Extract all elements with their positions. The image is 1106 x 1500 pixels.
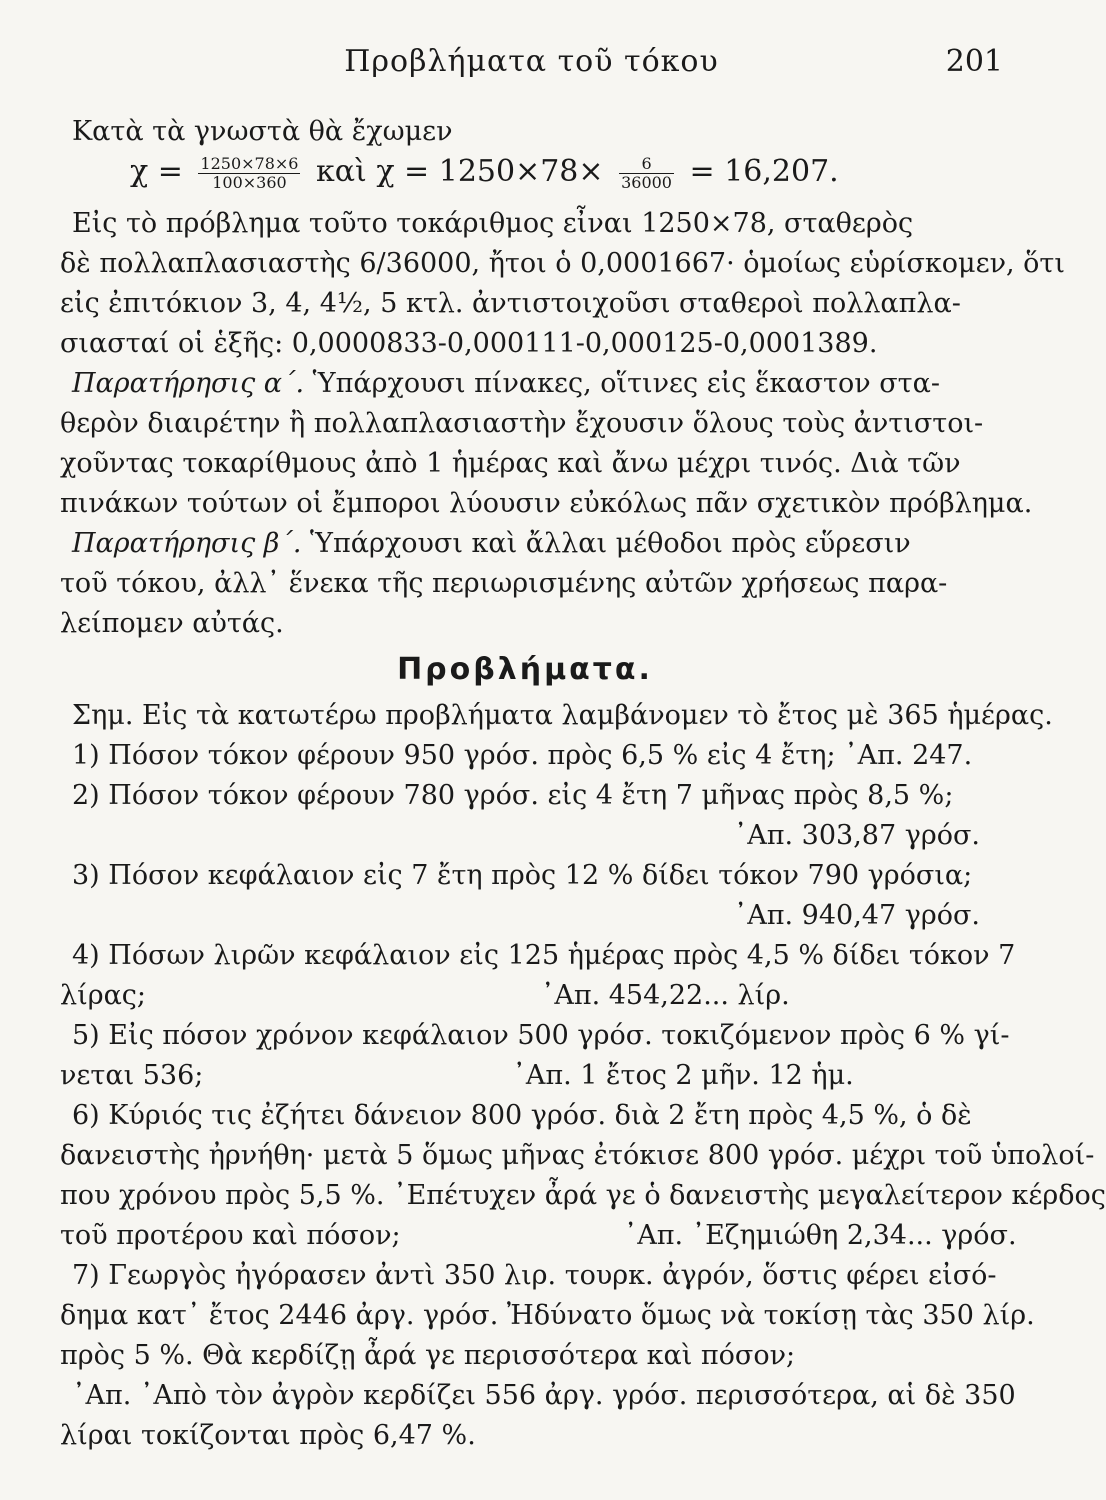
fraction-2 [619, 155, 674, 192]
problem-line: λίρας; ᾽Απ. 454,22... λίρ. [60, 980, 790, 1011]
answer-line: ᾽Απ. 303,87 γρόσ. [733, 820, 980, 851]
para1-line: Εἰς τὸ πρόβλημα τοῦτο τοκάριθμος εἶναι 1250×78, σταθερὸς [72, 208, 914, 239]
remark1-line: πινάκων τούτων οἱ ἔμποροι λύουσιν εὐκόλως πᾶν σχετικὸν πρόβλημα. [60, 488, 1033, 519]
para1-line: σιασταί οἱ ἑξῆς: 0,0000833-0,000111-0,000125-0,0001389. [60, 328, 878, 359]
problem-line: Σημ. Εἰς τὰ κατωτέρω προβλήματα λαμβάνομεν τὸ ἔτος μὲ 365 ἡμέρας. [72, 700, 1053, 731]
problem-line: 3) Πόσον κεφάλαιον εἰς 7 ἔτη πρὸς 12 % δίδει τόκον 790 γρόσια; [72, 860, 973, 891]
fraction-2-denominator: 36000 [621, 172, 672, 192]
remark2-line: τοῦ τόκου, ἀλλ᾽ ἕνεκα τῆς περιωρισμένης αὐτῶν χρήσεως παρα- [60, 568, 948, 599]
section-heading: Προβλήματα. [397, 652, 653, 687]
fraction-1-denominator: 100×360 [212, 172, 287, 192]
remark1-text: Ὑπάρχουσι πίνακες, οἵτινες εἰς ἕκαστον στα- [304, 368, 940, 399]
remark2-label: Παρατήρησις β΄. [72, 528, 302, 559]
intro-line: Κατὰ τὰ γνωστὰ θὰ ἔχωμεν [72, 116, 453, 147]
problem-line: 5) Εἰς πόσον χρόνον κεφάλαιον 500 γρόσ. τοκιζόμενον πρὸς 6 % γί- [72, 1020, 1010, 1051]
answer-line: λίραι τοκίζονται πρὸς 6,47 %. [60, 1420, 476, 1451]
problem-line: δημα κατ᾽ ἔτος 2446 ἀργ. γρόσ. Ἠδύνατο ὅμως νὰ τοκίσῃ τὰς 350 λίρ. [60, 1300, 1035, 1331]
problem-line: 7) Γεωργὸς ἠγόρασεν ἀντὶ 350 λιρ. τουρκ. ἀγρόν, ὅστις φέρει εἰσό- [72, 1260, 997, 1291]
remark2-first-line [60, 524, 990, 564]
formula [60, 152, 990, 204]
remark1-line: χοῦντας τοκαρίθμους ἀπὸ 1 ἡμέρας καὶ ἄνω μέχρι τινός. Διὰ τῶν [60, 448, 961, 479]
problem-line: 4) Πόσων λιρῶν κεφάλαιον εἰς 125 ἡμέρας πρὸς 4,5 % δίδει τόκον 7 [72, 940, 1016, 971]
page-header [60, 44, 1003, 88]
problem-line: 1) Πόσον τόκον φέρουν 950 γρόσ. πρὸς 6,5 % εἰς 4 ἔτη; ᾽Απ. 247. [72, 740, 973, 771]
problem-line: 2) Πόσον τόκον φέρουν 780 γρόσ. εἰς 4 ἔτη 7 μῆνας πρὸς 8,5 %; [72, 780, 954, 811]
problem-line: πρὸς 5 %. Θὰ κερδίζῃ ἆρά γε περισσότερα καὶ πόσον; [60, 1340, 796, 1371]
answer-line: ᾽Απ. 940,47 γρόσ. [733, 900, 980, 931]
fraction-1 [198, 155, 300, 192]
remark2-line: λείπομεν αὐτάς. [60, 608, 284, 639]
fraction-2-numerator: 6 [619, 155, 674, 174]
answer-line: ᾽Απ. ᾽Απὸ τὸν ἀγρὸν κερδίζει 556 ἀργ. γρόσ. περισσότερα, αἱ δὲ 350 [72, 1380, 1016, 1411]
formula-lhs: χ = [130, 154, 183, 189]
problem-line: νεται 536; ᾽Απ. 1 ἔτος 2 μῆν. 12 ἡμ. [60, 1060, 854, 1091]
remark1-first-line [60, 364, 990, 404]
page-number: 201 [945, 44, 1003, 79]
remark1-label: Παρατήρησις α΄. [72, 368, 305, 399]
formula-result: = 16,207. [689, 154, 839, 189]
problem-line: 6) Κύριός τις ἐζήτει δάνειον 800 γρόσ. διὰ 2 ἔτη πρὸς 4,5 %, ὁ δὲ [72, 1100, 972, 1131]
problem-line: δανειστὴς ἠρνήθη· μετὰ 5 ὅμως μῆνας ἐτόκισε 800 γρόσ. μέχρι τοῦ ὑπολοί- [60, 1140, 1095, 1171]
body-text [60, 112, 1106, 1456]
formula-middle: καὶ χ = 1250×78× [316, 154, 604, 189]
para1-line: εἰς ἐπιτόκιον 3, 4, 4½, 5 κτλ. ἀντιστοιχοῦσι σταθεροὶ πολλαπλα- [60, 288, 961, 319]
problem-line: τοῦ προτέρου καὶ πόσον; ᾽Απ. ᾽Εζημιώθη 2,34... γρόσ. [60, 1220, 1017, 1251]
fraction-1-numerator: 1250×78×6 [200, 153, 299, 173]
problem-line: που χρόνου πρὸς 5,5 %. ᾽Επέτυχεν ἆρά γε ὁ δανειστὴς μεγαλείτερον κέρδος [60, 1180, 1106, 1211]
remark2-text: Ὑπάρχουσι καὶ ἄλλαι μέθοδοι πρὸς εὕρεσιν [301, 528, 911, 559]
remark1-line: θερὸν διαιρέτην ἢ πολλαπλασιαστὴν ἔχουσιν ὅλους τοὺς ἀντιστοι- [60, 408, 984, 439]
para1-line: δὲ πολλαπλασιαστὴς 6/36000, ἤτοι ὁ 0,0001667· ὁμοίως εὑρίσκομεν, ὅτι [60, 248, 1065, 279]
running-title: Προβλήματα τοῦ τόκου [344, 44, 719, 79]
